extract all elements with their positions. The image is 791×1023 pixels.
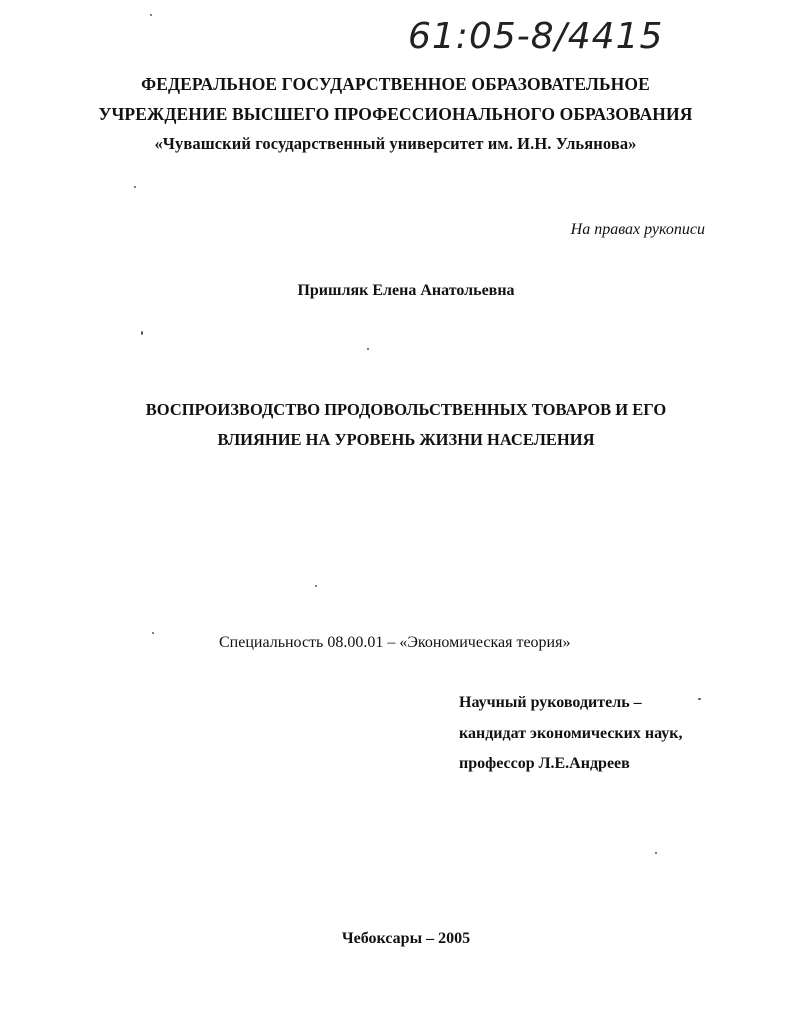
author-name: Пришляк Елена Анатольевна xyxy=(297,282,515,299)
specialty: Специальность 08.00.01 – «Экономическая теория» xyxy=(219,634,571,651)
supervisor-label: Научный руководитель – xyxy=(459,694,642,711)
supervisor-degree: кандидат экономических наук, xyxy=(459,725,683,742)
supervisor-name: профессор Л.Е.Андреев xyxy=(459,755,630,772)
city-year: Чебоксары – 2005 xyxy=(341,930,471,947)
thesis-title-line-2: ВЛИЯНИЕ НА УРОВЕНЬ ЖИЗНИ НАСЕЛЕНИЯ xyxy=(217,430,595,449)
archive-number-text: 61:05-8/4415 xyxy=(408,16,664,57)
university-name: «Чувашский государственный университет им. И.Н. Ульянова» xyxy=(154,134,637,153)
scan-speck xyxy=(698,698,701,700)
scan-speck xyxy=(315,585,317,587)
handwritten-archive-number xyxy=(404,12,674,58)
scan-speck xyxy=(141,331,143,335)
scan-speck xyxy=(152,632,154,634)
organization-line-1: ФЕДЕРАЛЬНОЕ ГОСУДАРСТВЕННОЕ ОБРАЗОВАТЕЛЬНОЕ xyxy=(141,74,650,94)
thesis-title-line-1: ВОСПРОИЗВОДСТВО ПРОДОВОЛЬСТВЕННЫХ ТОВАРОВ И ЕГО xyxy=(145,400,667,419)
organization-line-2: УЧРЕЖДЕНИЕ ВЫСШЕГО ПРОФЕССИОНАЛЬНОГО ОБРАЗОВАНИЯ xyxy=(98,104,693,124)
scan-speck xyxy=(150,14,152,16)
scan-speck xyxy=(367,348,369,350)
scan-speck xyxy=(134,186,136,188)
scan-speck xyxy=(655,852,657,854)
manuscript-note: На правах рукописи xyxy=(570,221,705,238)
